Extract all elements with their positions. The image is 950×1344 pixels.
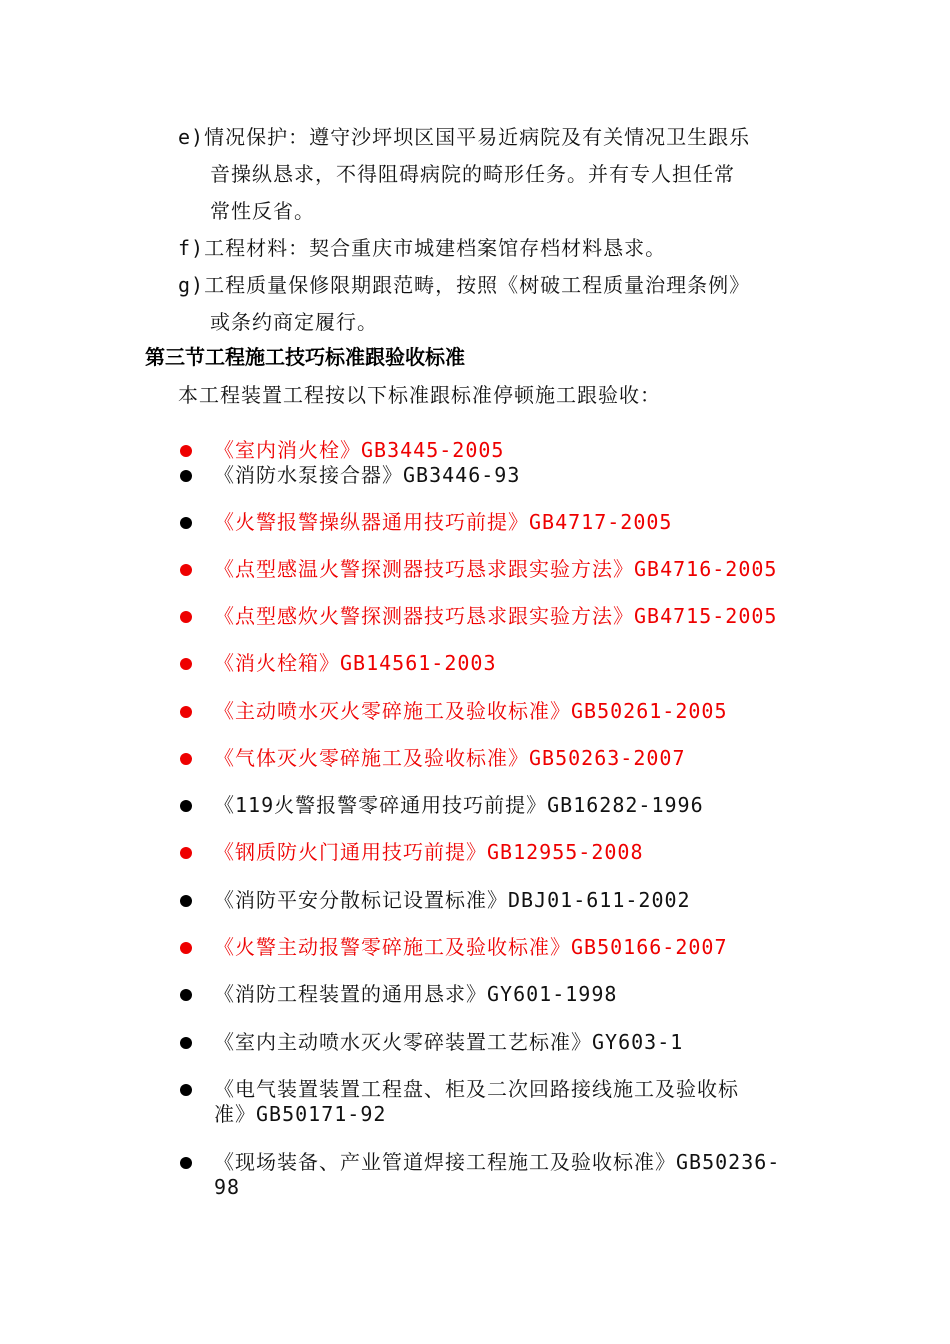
- standard-item: 《消防水泵接合器》GB3446-93: [214, 463, 521, 487]
- bullet-icon: [180, 564, 192, 576]
- standard-item: 《点型感温火警探测器技巧恳求跟实验方法》GB4716-2005: [214, 557, 778, 581]
- standard-item-continuation: 准》GB50171-92: [214, 1102, 387, 1126]
- bullet-icon: [180, 847, 192, 859]
- bullet-icon: [180, 611, 192, 623]
- bullet-icon: [180, 1084, 192, 1096]
- standard-item: 《气体灭火零碎施工及验收标准》GB50263-2007: [214, 746, 686, 770]
- standard-item: 《现场装备、产业管道焊接工程施工及验收标准》GB50236-: [214, 1150, 781, 1174]
- standard-item: 《钢质防火门通用技巧前提》GB12955-2008: [214, 840, 644, 864]
- intro-paragraph: 本工程装置工程按以下标准跟标准停顿施工跟验收：: [178, 383, 661, 407]
- bullet-icon: [180, 470, 192, 482]
- bullet-icon: [180, 895, 192, 907]
- standard-item: 《室内主动喷水灭火零碎装置工艺标准》GY603-1: [214, 1030, 684, 1054]
- paragraph-e-line2: 音操纵恳求，不得阻碍病院的畸形任务。并有专人担任常: [210, 162, 735, 186]
- standard-item: 《消防平安分散标记设置标准》DBJ01-611-2002: [214, 888, 691, 912]
- standard-item: 《主动喷水灭火零碎施工及验收标准》GB50261-2005: [214, 699, 728, 723]
- paragraph-f-line1: f)工程材料：契合重庆市城建档案馆存档材料恳求。: [178, 236, 667, 260]
- bullet-icon: [180, 753, 192, 765]
- standard-item: 《消防工程装置的通用恳求》GY601-1998: [214, 982, 618, 1006]
- bullet-icon: [180, 800, 192, 812]
- bullet-icon: [180, 517, 192, 529]
- bullet-icon: [180, 942, 192, 954]
- standard-item: 《火警主动报警零碎施工及验收标准》GB50166-2007: [214, 935, 728, 959]
- paragraph-g-line1: g)工程质量保修限期跟范畴，按照《树破工程质量治理条例》: [178, 273, 751, 297]
- standard-item-continuation: 98: [214, 1175, 241, 1199]
- bullet-icon: [180, 658, 192, 670]
- standard-item: 《点型感炊火警探测器技巧恳求跟实验方法》GB4715-2005: [214, 604, 778, 628]
- bullet-icon: [180, 1157, 192, 1169]
- bullet-icon: [180, 706, 192, 718]
- standard-item: 《消火栓箱》GB14561-2003: [214, 651, 497, 675]
- standard-item: 《电气装置装置工程盘、柜及二次回路接线施工及验收标: [214, 1077, 739, 1101]
- standard-item: 《119火警报警零碎通用技巧前提》GB16282-1996: [214, 793, 704, 817]
- paragraph-g-line2: 或条约商定履行。: [210, 310, 378, 334]
- standard-item: 《火警报警操纵器通用技巧前提》GB4717-2005: [214, 510, 673, 534]
- paragraph-e-line1: e)情况保护：遵守沙坪坝区国平易近病院及有关情况卫生跟乐: [178, 125, 751, 149]
- bullet-icon: [180, 1037, 192, 1049]
- section-heading: 第三节工程施工技巧标准跟验收标准: [145, 345, 465, 369]
- bullet-icon: [180, 445, 192, 457]
- paragraph-e-line3: 常性反省。: [210, 199, 315, 223]
- bullet-icon: [180, 989, 192, 1001]
- standard-item: 《室内消火栓》GB3445-2005: [214, 438, 505, 462]
